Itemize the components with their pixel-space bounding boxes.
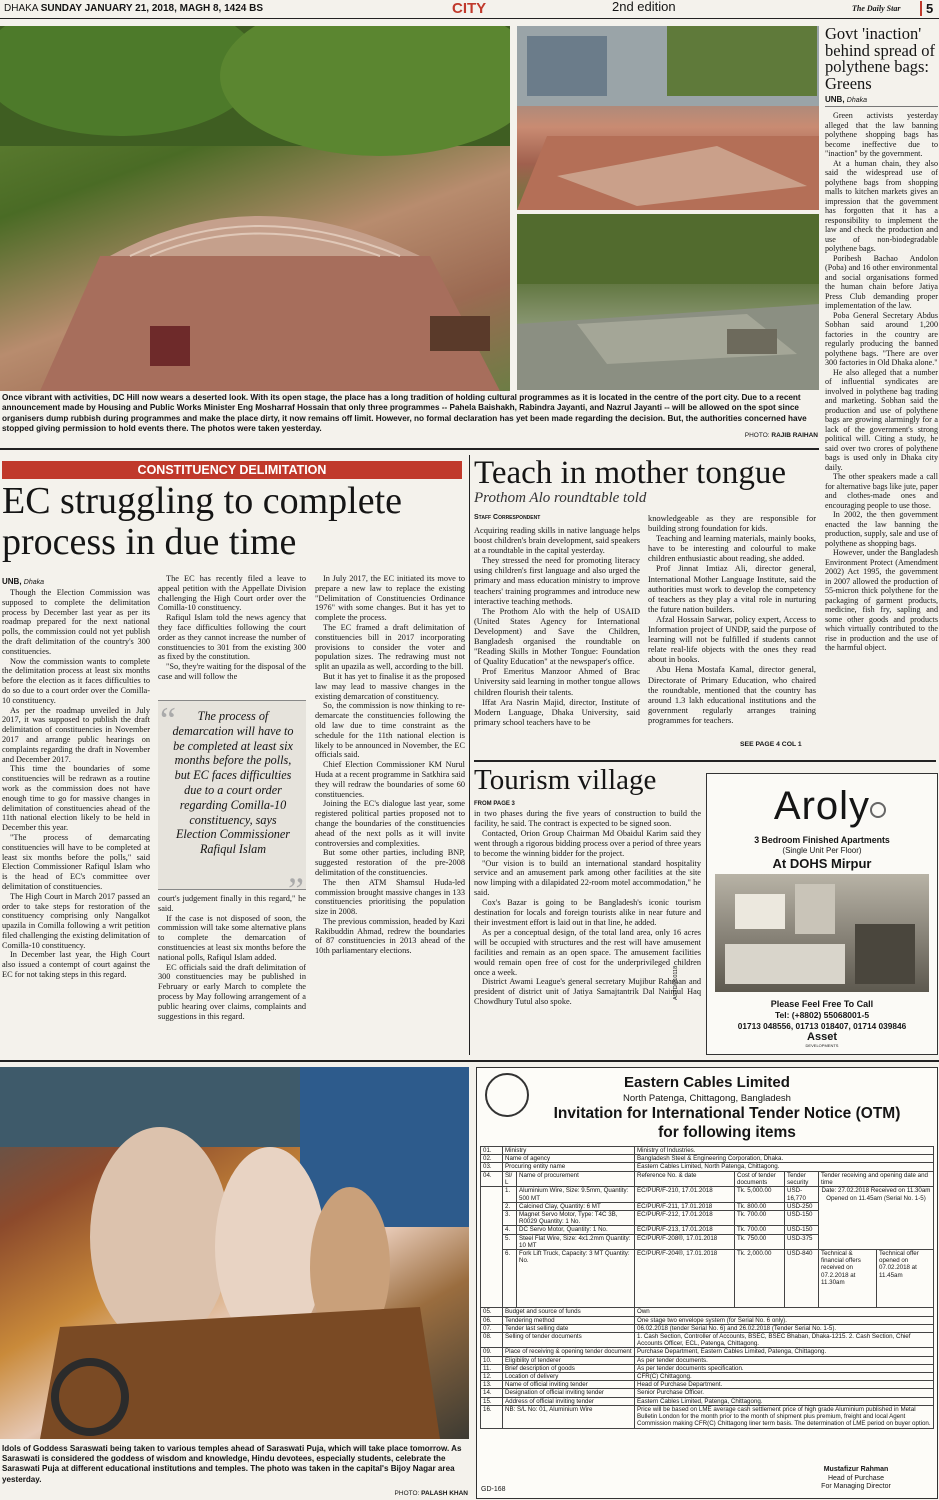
- cell: 03.: [481, 1163, 503, 1171]
- tender-code: GD-168: [481, 1486, 506, 1493]
- asset-logo-text: Asset: [807, 1031, 837, 1043]
- polythene-byline-agency: UNB,: [825, 95, 845, 104]
- table-row: [481, 1405, 934, 1428]
- paragraph: court's judgement finally in this regard," he said.: [158, 894, 306, 913]
- table-row: [481, 1333, 934, 1348]
- pullquote-text: The process of demarcation will have to be completed at least six months before the polls, but EC faces difficulties due to a court order regarding Comilla-10 constituency, says Election Commissioner Rafiqul Islam: [172, 709, 294, 857]
- aroly-line-3: At DOHS Mirpur: [772, 856, 872, 871]
- cell: 2.: [503, 1202, 517, 1210]
- edition-label: 2nd edition: [612, 0, 676, 14]
- cell: Procuring entity name: [503, 1163, 635, 1171]
- dateline: [4, 3, 263, 14]
- cell: 15.: [481, 1397, 503, 1405]
- tender-company: Eastern Cables Limited: [624, 1074, 790, 1091]
- cell: Brief description of goods: [503, 1364, 635, 1372]
- quote-close-icon: ”: [288, 870, 304, 910]
- ec-headline: EC struggling to complete process in due time: [2, 480, 403, 563]
- paragraph: As per the roadmap unveiled in July 2017, it was supposed to publish the draft delimitation of constituencies in November 2017 and arrange public hearings on complaints regarding the draft in November and December 2017.: [2, 705, 150, 764]
- puja-photo: [0, 1067, 469, 1439]
- paragraph: The then ATM Shamsul Huda-led commission brought massive changes in 133 constituencies prioritising the population size in 2008.: [315, 877, 465, 917]
- aroly-interior-photo: [715, 874, 929, 992]
- aroly-brand-text: Aroly: [773, 784, 871, 828]
- divider: [0, 448, 819, 450]
- teach-jump-link[interactable]: SEE PAGE 4 COL 1: [740, 741, 802, 748]
- aroly-code: ASTD/210118: [673, 965, 679, 1000]
- ec-kicker: CONSTITUENCY DELIMITATION: [2, 461, 462, 479]
- table-row: [481, 1381, 934, 1389]
- cell: Senior Purchase Officer.: [635, 1389, 934, 1397]
- cell: 5.: [503, 1234, 517, 1249]
- table-row: [481, 1187, 934, 1202]
- table-row: [481, 1389, 934, 1397]
- cell: Tk. 800.00: [735, 1202, 785, 1210]
- teach-byline: Staff Correspondent: [474, 514, 541, 521]
- cell: Price will be based on LME average cash settlement price of high grade Aluminium published in Metal Bulletin London for the month prior to the month of shipment plus premium, freight and local Agent Commission making CFR(C) Chittagong liner term basis. The determination of LME period on buyer option.: [635, 1405, 934, 1428]
- paragraph: Iffat Ara Nasrin Majid, director, Institute of Modern Language, Dhaka University, said primary school teachers have to be: [474, 697, 640, 727]
- paragraph: Prof Jinnat Imtiaz Ali, director general, International Mother Language Institute, said the authorities must work to develop the competency of teachers as they play a vital role in nurturing the future nation builders.: [648, 564, 816, 614]
- tender-table-wrap: [480, 1146, 934, 1429]
- tender-signature: [777, 1466, 935, 1492]
- cell: Purchase Department, Eastern Cables Limited, Patenga, Chittagong.: [635, 1348, 934, 1356]
- tourism-headline: Tourism village: [474, 764, 657, 796]
- aroly-brand: [707, 784, 937, 829]
- tourism-from: FROM PAGE 3: [474, 801, 515, 807]
- aroly-interior-image: [715, 874, 929, 992]
- tender-table-bottom: [480, 1307, 934, 1428]
- paragraph: knowledgeable as they are responsible for building strong foundation for kids.: [648, 514, 816, 534]
- cell: 3.: [503, 1211, 517, 1226]
- paragraph: Chief Election Commissioner KM Nurul Huda at a recent programme in Satkhira said they will redraw the boundaries of some 60 constituencies.: [315, 760, 465, 799]
- cell: 14.: [481, 1389, 503, 1397]
- paragraph: So, the commission is now thinking to re-demarcate the constituencies following the old law due to time constraint as the schedule for the 11th national election is likely to be announced in November, the EC officials said.: [315, 701, 465, 760]
- puja-photo-image: [0, 1067, 469, 1439]
- paragraph: "The process of demarcating constituencies will have to be completed at least six months before the polls," said Election Commissioner Rafiqul Islam who is the head of EC's committee over delimitation of constituencies.: [2, 832, 150, 891]
- cell: [481, 1187, 503, 1308]
- paragraph: Though the Election Commission was supposed to complete the delimitation process by December last year as per its roadmap prepared for the next national polls, the commission could not yet publish the draft delimitation of the country's 300 constituencies.: [2, 588, 150, 656]
- cell: 01.: [481, 1147, 503, 1155]
- tender-items-table: [480, 1171, 934, 1308]
- signatory-for: For Managing Director: [821, 1483, 891, 1490]
- section-label: CITY: [452, 0, 487, 17]
- table-row: [481, 1364, 934, 1372]
- cell: USD-150: [785, 1211, 819, 1226]
- cell: USD-250: [785, 1202, 819, 1210]
- cell: Tendering method: [503, 1316, 635, 1324]
- cell: USD-150: [785, 1226, 819, 1234]
- divider: [474, 760, 936, 762]
- cell: Name of agency: [503, 1155, 635, 1163]
- dchill-credit: [640, 432, 818, 439]
- cell: Designation of official inviting tender: [503, 1389, 635, 1397]
- dateline-place: DHAKA: [4, 3, 38, 14]
- paragraph: in two phases during the five years of construction to build the facility, he said. The contract is expected to be signed soon.: [474, 809, 701, 828]
- aroly-tel[interactable]: Tel: (+8802) 55068001-5: [774, 1010, 870, 1020]
- cell: Bangladesh Steel & Engineering Corporation, Dhaka.: [635, 1155, 934, 1163]
- aroly-line-2: (Single Unit Per Floor): [782, 846, 862, 855]
- paragraph: But some other parties, including BNP, suggested restoration of the pre-2008 delimitation of the constituencies.: [315, 848, 465, 877]
- puja-credit-prefix: PHOTO:: [394, 1490, 420, 1497]
- polythene-headline: Govt 'inaction' behind spread of polythene bags: Greens: [825, 24, 935, 93]
- cell: 06.02.2018 (tender Serial No. 6) and 26.02.2018 (Tender Serial No. 1-5).: [635, 1324, 934, 1332]
- cell: EC/PUR/F-208®, 17.01.2018: [635, 1234, 735, 1249]
- cell: Tender last selling date: [503, 1324, 635, 1332]
- cell: 05.: [481, 1308, 503, 1316]
- polythene-byline-place: Dhaka: [846, 97, 868, 104]
- table-row: [481, 1308, 934, 1316]
- tender-subtitle: for following items: [658, 1124, 796, 1141]
- cell: 1. Cash Section, Controller of Accounts, BSEC, BSEC Bhaban, Dhaka-1215. 2. Cash Section, Chief Accounts Officer, ECL, Patenga, Chittagong.: [635, 1333, 934, 1348]
- dchill-credit-prefix: PHOTO:: [744, 432, 770, 439]
- dchill-photo-bottom-right-image: [517, 214, 819, 390]
- asset-logo-sub: DEVELOPMENTS: [805, 1043, 839, 1048]
- cell: Steel Flat Wire, Size: 4x1.2mm Quantity: 10 MT: [517, 1234, 635, 1249]
- teach-subhead: Prothom Alo roundtable told: [474, 490, 647, 506]
- paragraph: As per a conceptual design, of the total land area, only 16 acres will be occupied with structures and the rest will have amusement facilities and remain as an open space. The amusement facilities would remain open free of cost for the underprivileged children once a week.: [474, 927, 701, 977]
- cell: Eastern Cables Limited, Patenga, Chittagong.: [635, 1397, 934, 1405]
- dchill-photo-top-right-image: [517, 26, 819, 210]
- ec-col-2-bottom: [158, 894, 306, 1021]
- cell: One stage two envelope system (for Serial No. 6 only).: [635, 1316, 934, 1324]
- puja-credit-name: PALASH KHAN: [421, 1490, 468, 1497]
- paragraph: In 2002, the then government enacted the law banning the production, supply, sale and use of polythene as shopping bags.: [825, 510, 938, 548]
- cell: Tk. 700.00: [735, 1226, 785, 1234]
- ec-byline: [2, 577, 44, 586]
- cell: Tender security: [785, 1172, 819, 1187]
- paragraph: He also alleged that a number of influential syndicates are involved in polythene bag trading and marketing. Sobhan said the production and use of polythene bags are growing alarmingly for a lack of the government's strong political will. Citing a study, he said over two crores of polythene bags is used only in Dhaka city daily.: [825, 367, 938, 472]
- cell: Address of official inviting tender: [503, 1397, 635, 1405]
- ec-col-3: [315, 574, 465, 956]
- paragraph: Contacted, Orion Group Chairman Md Obaidul Karim said they went through a rigorous bidding process over a period of three years to become the winning bidder for the project.: [474, 828, 701, 858]
- cell: Calcined Clay, Quantity: 6 MT: [517, 1202, 635, 1210]
- cell: 6.: [503, 1250, 517, 1308]
- paragraph: Joining the EC's dialogue last year, some registered political parties proposed not to change the boundaries of the constituencies ahead of the next polls as it will invite controversies and complexities.: [315, 799, 465, 848]
- cell: Ministry: [503, 1147, 635, 1155]
- cell: 04.: [481, 1172, 503, 1187]
- cell: 10.: [481, 1356, 503, 1364]
- dchill-photo-main-image: [0, 26, 510, 391]
- cell: Date: 27.02.2018 Received on 11.30am Opened on 11.45am (Serial No. 1-5): [819, 1187, 934, 1250]
- paragraph: Green activists yesterday alleged that the law banning polythene shopping bags has become ineffective due to "inaction" by the government.: [825, 111, 938, 158]
- polythene-byline: [825, 95, 938, 107]
- table-row: [481, 1373, 934, 1381]
- divider: [469, 455, 470, 1055]
- ec-col-2-top: [158, 574, 306, 682]
- table-row: [481, 1147, 934, 1155]
- paragraph: "So, they're waiting for the disposal of the case and will follow the: [158, 662, 306, 681]
- table-row: [481, 1356, 934, 1364]
- cell: Tk. 750.00: [735, 1234, 785, 1249]
- paragraph: They stressed the need for promoting literacy using children's first language and also urged the primary and mass education ministry to improve teachers' training programmes and introduce new interactive teaching methods.: [474, 556, 640, 606]
- cell: Name of procurement: [517, 1172, 635, 1187]
- paragraph: The Prothom Alo with the help of USAID (United States Agency for International Development) and Save the Children, Bangladesh organised the roundtable on "Reading Skills in Mother Tongue: Foundation of Quality Education" at the newspaper's office.: [474, 606, 640, 667]
- paragraph: The previous commission, headed by Kazi Rakibuddin Ahmad, redrew the boundaries of 87 constituencies in 2013 ahead of the 10th parliamentary elections.: [315, 916, 465, 956]
- cell: NB: S/L No: 01, Aluminium Wire: [503, 1405, 635, 1428]
- table-row: [481, 1250, 934, 1308]
- table-row: [481, 1155, 934, 1163]
- puja-credit: [340, 1490, 468, 1497]
- cell: USD-375: [785, 1234, 819, 1249]
- dateline-date: SUNDAY JANUARY 21, 2018, MAGH 8, 1424 BS: [40, 3, 264, 14]
- quote-open-icon: “: [160, 700, 176, 740]
- cell: EC/PUR/F-210, 17.01.2018: [635, 1187, 735, 1202]
- paragraph: The High Court in March 2017 passed an order to take steps for restoration of the constituency comprising only Nangalkot upazila in Comilla following a writ petition filed challenging the existing delimitation of Comilla-10 constituency.: [2, 891, 150, 950]
- cell: Technical & financial offers received on 07.2.2018 at 11.30am: [819, 1250, 877, 1308]
- cell: 4.: [503, 1226, 517, 1234]
- cell: Tender receiving and opening date and time: [819, 1172, 934, 1187]
- paragraph: Acquiring reading skills in native language helps boost children's brain development, said speakers at a roundtable in the capital yesterday.: [474, 526, 640, 556]
- cell: 16.: [481, 1405, 503, 1428]
- table-row: [481, 1348, 934, 1356]
- flower-icon: [870, 802, 886, 818]
- cell: 13.: [481, 1381, 503, 1389]
- cell: Sl/ L: [503, 1172, 517, 1187]
- cell: Technical offer opened on 07.02.2018 at 11.45am: [877, 1250, 934, 1308]
- paragraph: Poba General Secretary Abdus Sobhan said around 1,200 factories in the country are regularly producing the banned polythene bags. "There are over 300 factories in Old Dhaka alone.": [825, 310, 938, 367]
- teach-headline: Teach in mother tongue: [474, 455, 787, 491]
- divider: [0, 1060, 939, 1062]
- asset-logo: [797, 1032, 847, 1048]
- cell: 12.: [481, 1373, 503, 1381]
- paragraph: In July 2017, the EC initiated its move to prepare a new law to replace the existing "Delimitation of Constituencies Ordinance 1976" with some changes. But it has yet to complete the process.: [315, 574, 465, 623]
- puja-caption-text: Idols of Goddess Saraswati being taken to various temples ahead of Saraswati Puja, which will take place tomorrow. As Saraswati is considered the goddess of wisdom and knowledge, Hindu devotees, especially students, celebrate the Saraswati Puja at different educational institutions and temples. The photo was taken in the capital's Bijoy Nagar area yesterday.: [2, 1444, 462, 1484]
- tender-notice: [476, 1067, 938, 1499]
- cell: 08.: [481, 1333, 503, 1348]
- dchill-caption: [2, 393, 818, 434]
- paragraph: Poribesh Bachao Andolon (Poba) and 16 other environmental and social organisations formed the human chain before Jatiya Press Club demanding proper implementation of the law.: [825, 253, 938, 310]
- table-header-row: [481, 1172, 934, 1187]
- cell: EC/PUR/F-213, 17.01.2018: [635, 1226, 735, 1234]
- tender-table-top: [480, 1146, 934, 1172]
- cell: Tk. 5,000.00: [735, 1187, 785, 1202]
- cell: Location of delivery: [503, 1373, 635, 1381]
- cell: Aluminium Wire, Size: 9.5mm, Quantity: 500 MT: [517, 1187, 635, 1202]
- cell: 02.: [481, 1155, 503, 1163]
- dchill-photo-top-right: [517, 26, 819, 210]
- cell: Tk. 2,000.00: [735, 1250, 785, 1308]
- page-number: 5: [920, 1, 933, 16]
- paragraph: Now the commission wants to complete the delimitation process at least six months before the election as it faces difficulties to do so due to a court order over the Comilla-10 constituency.: [2, 656, 150, 705]
- paragraph: Teaching and learning materials, mainly books, have to be interesting and colourful to make children enthusiastic about reading, she added.: [648, 534, 816, 564]
- cell: Name of official inviting tender: [503, 1381, 635, 1389]
- cell: 07.: [481, 1324, 503, 1332]
- cell: Eligibility of tenderer: [503, 1356, 635, 1364]
- ec-byline-agency: UNB,: [2, 577, 22, 586]
- paragraph: The EC has recently filed a leave to appeal petition with the Appellate Division challenging the High Court order over the Comilla-10 constituency.: [158, 574, 306, 613]
- cell: As per tender documents.: [635, 1356, 934, 1364]
- paragraph: The other speakers made a call for alternative bags like jute, paper and clothes-made ones and encouraging people to use those.: [825, 472, 938, 510]
- cell: 09.: [481, 1348, 503, 1356]
- paragraph: Cox's Bazar is going to be Bangladesh's iconic tourism destination for locals and foreign tourists alike in near future and their investment effort is laid out in that line, he added.: [474, 898, 701, 927]
- polythene-body: [825, 111, 938, 653]
- aroly-ad: [673, 773, 938, 1055]
- cell: USD-840: [785, 1250, 819, 1308]
- cell: Budget and source of funds: [503, 1308, 635, 1316]
- signatory-name: Mustafizur Rahman: [823, 1466, 889, 1473]
- table-row: [481, 1397, 934, 1405]
- teach-col-1: [474, 526, 640, 728]
- table-row: [481, 1324, 934, 1332]
- cell: Reference No. & date: [635, 1172, 735, 1187]
- aroly-call: Please Feel Free To Call: [770, 999, 874, 1009]
- paragraph: Afzal Hossain Sarwar, policy expert, Access to Information project of UNDP, said the purpose of learning will not be fulfilled if students cannot relate real-life objects with the ones they read about in books.: [648, 614, 816, 665]
- teach-col-2: [648, 514, 816, 726]
- cell: 11.: [481, 1364, 503, 1372]
- cell: Tk. 700.00: [735, 1211, 785, 1226]
- paragraph: The EC framed a draft delimitation of constituencies bill in 2017 incorporating provisions to consider the voter and population sizes. The redrawing must not split an upazila as well, according to the bill.: [315, 622, 465, 672]
- cell: Place of receiving & opening tender document: [503, 1348, 635, 1356]
- paragraph: "Our vision is to build an international standard hospitality service and an amusement park among other facilities at the site now limping with a dilapidated 22-room motel accommodation," he said.: [474, 858, 701, 898]
- aroly-line-1: 3 Bedroom Finished Apartments: [754, 835, 890, 845]
- cell: DC Servo Motor, Quantity: 1 No.: [517, 1226, 635, 1234]
- paragraph: In December last year, the High Court also issued a contempt of court against the EC for not taking steps in this regard.: [2, 950, 150, 980]
- cell: CFR(C) Chittagong.: [635, 1373, 934, 1381]
- paper-name: The Daily Star: [852, 4, 901, 13]
- dchill-caption-text: Once vibrant with activities, DC Hill now wears a deserted look. With its open stage, the place has a long tradition of holding cultural programmes as it is located in the centre of the port city. Due to a recent announcement made by Housing and Public Works Minister Eng Mosharraf Hossain that only three programmes -- Pahela Baishakh, Rabindra Jayanti, and Nazrul Jayanti -- will be allowed on the spot since organisers dump rubbish during programmes and make the place dirty, it now remains off limit. However, no formal declaration has yet been made regarding the decision. But, the authorities concerned have stopped giving permission to hold events there. The photos were taken yesterday.: [2, 393, 807, 433]
- dchill-credit-name: RAJIB RAIHAN: [771, 432, 818, 439]
- cell: 06.: [481, 1316, 503, 1324]
- tourism-body: [474, 809, 701, 1007]
- cell: Own: [635, 1308, 934, 1316]
- cell: EC/PUR/F-211, 17.01.2018: [635, 1202, 735, 1210]
- paragraph: But it has yet to finalise it as the proposed law may lead to massive changes in the existing demarcation of constituency.: [315, 671, 465, 701]
- table-row: [481, 1163, 934, 1171]
- cell: Fork Lift Truck, Capacity: 3 MT Quantity: No.: [517, 1250, 635, 1308]
- paragraph: However, under the Bangladesh Environment Protect (Amendment 2002) Act 1995, the government in 2007 allowed the production of 55-micron thick polythene for the packaging of garment products, medicine, fish fry, sapling and some other goods and products which virtually contributed to the rise in production and the use of the harmful object.: [825, 548, 938, 652]
- cell: Eastern Cables Limited, North Patenga, Chittagong.: [635, 1163, 934, 1171]
- aroly-phones[interactable]: 01713 048556, 01713 018407, 01714 039846: [737, 1021, 907, 1031]
- ec-col-1: [2, 588, 150, 980]
- table-row: [481, 1316, 934, 1324]
- paragraph: Abu Hena Mostafa Kamal, director general, Directorate of Primary Education, who chaired the roundtable, mentioned that the country has around 1.3 lakh educational institutions and the government regularly arranges training programmes for teachers.: [648, 665, 816, 725]
- ec-byline-place: Dhaka: [23, 579, 45, 586]
- cell: As per tender documents specification.: [635, 1364, 934, 1372]
- paragraph: EC officials said the draft delimitation of 300 constituencies may be published in February or early March to complete the process by May following arrangement of a public hearing over claims, complaints and suggestions in this regard.: [158, 962, 306, 1021]
- tender-address: North Patenga, Chittagong, Bangladesh: [623, 1093, 791, 1104]
- dchill-photo-bottom-right: [517, 214, 819, 390]
- polythene-story: [825, 26, 938, 653]
- cell: 1.: [503, 1187, 517, 1202]
- paragraph: Prof Emeritus Manzoor Ahmed of Brac University said learning in mother tongue allows children flourish their talents.: [474, 667, 640, 697]
- cell: Magnet Servo Motor, Type: T4C 3B, R0029 Quantity: 1 No.: [517, 1211, 635, 1226]
- paragraph: Rafiqul Islam told the news agency that they face difficulties following the court order as they cannot increase the number of constituencies to 301 from the existing 300 as fixed by the constitution.: [158, 613, 306, 662]
- cell: Head of Purchase Department.: [635, 1381, 934, 1389]
- cell: EC/PUR/F-204®, 17.01.2018: [635, 1250, 735, 1308]
- cell: Ministry of Industries.: [635, 1147, 934, 1155]
- paragraph: At a human chain, they also said the widespread use of polythene bags from shopping malls to kitchen markets gives an impression that the government has forgotten that it has a responsibility to implement the law and check the production and use of non-biodegradable polythene bags.: [825, 158, 938, 253]
- tender-title: Invitation for International Tender Notice (OTM): [553, 1105, 901, 1122]
- paragraph: If the case is not disposed of soon, the commission will take some alternative plans to complete the demarcation of constituencies at least six months before the national polls, Rafiqul Islam added.: [158, 913, 306, 962]
- cell: Cost of tender documents: [735, 1172, 785, 1187]
- cell: EC/PUR/F-212, 17.01.2018: [635, 1211, 735, 1226]
- cell: USD-16,770: [785, 1187, 819, 1202]
- puja-caption: [2, 1444, 468, 1485]
- signatory-title: Head of Purchase: [827, 1474, 885, 1482]
- cell: Selling of tender documents: [503, 1333, 635, 1348]
- masthead: [0, 0, 939, 19]
- paragraph: This time the boundaries of some constituencies will be redrawn as a routine work as the commission does not have enough time to go for massive changes in delimitation of constituencies ahead of the 11th national election likely to be held in December this year.: [2, 764, 150, 833]
- dchill-photo-main: [0, 26, 510, 391]
- paragraph: District Awami League's general secretary Mujibur Rahman and president of district unit of Jatiya Samajtantrik Dal Naimul Haq Chowdhury Tutul also spoke.: [474, 977, 701, 1007]
